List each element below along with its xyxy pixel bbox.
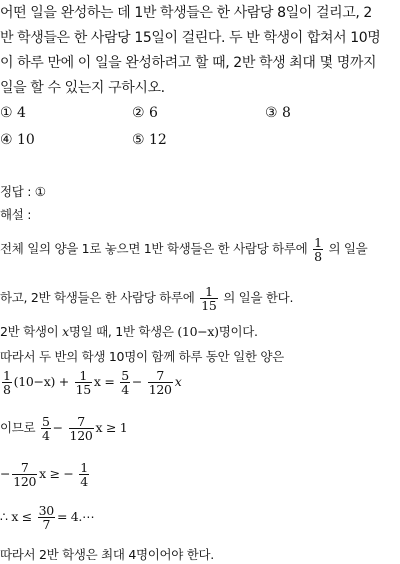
question-line-2: 반 학생들은 한 사람당 15일이 걸린다. 두 반 학생이 합쳐서 10명 <box>0 30 381 46</box>
solution-line-2: 하고, 2반 학생들은 한 사람당 하루에 $\frac{1}{15}$ 의 일을 한다. <box>0 284 294 314</box>
choice-5[interactable]: ⑤ 12 <box>132 132 167 148</box>
equation-1: $\frac{1}{8}$ (10−x) + $\frac{1}{15}$ x = $\frac{5}{4}$ − $\frac{7}{120}$ x <box>3 368 182 398</box>
explanation-label: 해설 : <box>0 207 32 222</box>
choice-1[interactable]: ① 4 <box>0 105 26 121</box>
solution-line-1: 전체 일의 양을 1로 놓으면 1반 학생들은 한 사람당 하루에 $\frac{1}{8}$ 의 일을 <box>0 235 368 265</box>
solution-line-4: 따라서 두 반의 학생 10명이 함께 하루 동안 일한 양은 <box>0 349 284 364</box>
choice-2[interactable]: ② 6 <box>132 105 158 121</box>
equation-3: − $\frac{7}{120}$ x ≥ − $\frac{1}{4}$ <box>0 460 88 490</box>
solution-final: 따라서 2반 학생은 최대 4명이어야 한다. <box>0 547 214 562</box>
equation-4: ∴ x ≤ $\frac{30}{7}$ = 4.⋯ <box>0 503 95 533</box>
solution-line-3: 2반 학생이 x명일 때, 1반 학생은 (10−x)명이다. <box>0 324 258 339</box>
equation-2: 이므로 $\frac{5}{4}$ − $\frac{7}{120}$ x ≥ 1 <box>0 414 128 444</box>
question-line-3: 이 하루 만에 이 일을 완성하려고 할 때, 2반 학생 최대 몇 명까지 <box>0 55 377 71</box>
choice-4[interactable]: ④ 10 <box>0 132 35 148</box>
question-line-1: 어떤 일을 완성하는 데 1반 학생들은 한 사람당 8일이 걸리고, 2 <box>0 5 372 21</box>
question-line-4: 일을 할 수 있는지 구하시오. <box>0 80 165 96</box>
choice-3[interactable]: ③ 8 <box>265 105 291 121</box>
answer-label: 정답 : ① <box>0 184 46 199</box>
